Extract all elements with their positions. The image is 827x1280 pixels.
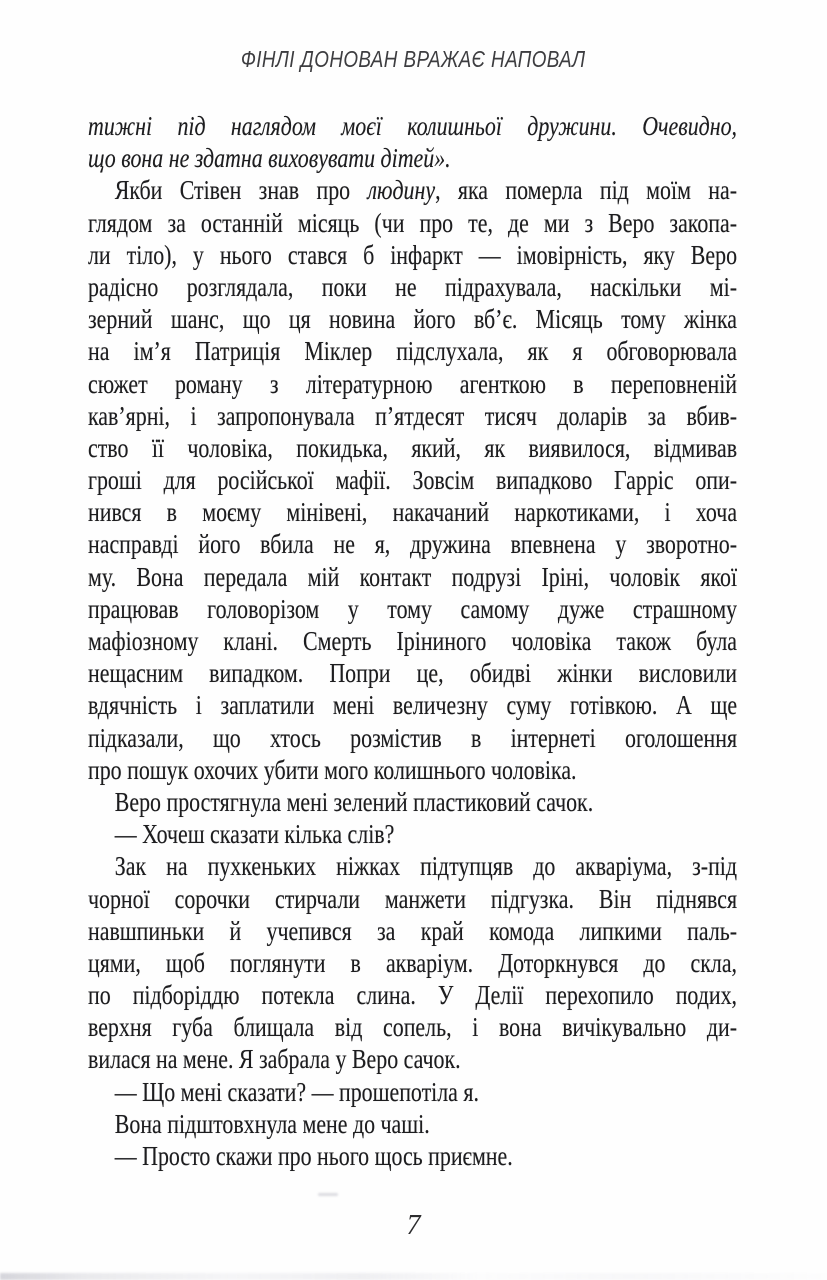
text-segment: Якби Стівен знав про bbox=[114, 175, 368, 206]
paragraph bbox=[88, 850, 737, 1075]
page-body bbox=[88, 110, 737, 1172]
text-line: вилася на мене. Я забрала у Веро сачок. bbox=[88, 1044, 461, 1075]
text-line: — Що мені сказати? — прошепотіла я. bbox=[114, 1076, 479, 1107]
scan-edge-artifact bbox=[0, 1273, 827, 1280]
text-line: — Хочеш сказати кілька слів? bbox=[114, 819, 395, 850]
text-line: глядом за останній місяць (чи про те, де ми з Веро закопа- bbox=[88, 207, 738, 238]
paragraph bbox=[88, 110, 737, 174]
running-header bbox=[0, 46, 827, 73]
text-segment: , яка померла під моїм на- bbox=[435, 175, 738, 206]
paragraph bbox=[88, 174, 737, 786]
text-line: насправді його вбила не я, дружина впевнена у зворотно- bbox=[88, 529, 738, 560]
text-line: працював головорізом у тому самому дуже страшному bbox=[88, 593, 738, 624]
text-line: чорної сорочки стирчали манжети підгузка. Він піднявся bbox=[88, 883, 738, 914]
text-line: на ім’я Патриція Міклер підслухала, як я обговорювала bbox=[88, 336, 738, 367]
text-line: про пошук охочих убити мого колишнього чоловіка. bbox=[88, 754, 577, 785]
text-line: Веро простягнула мені зелений пластиковий сачок. bbox=[114, 786, 594, 817]
text-line: сюжет роману з літературною агенткою в переповненій bbox=[88, 368, 738, 399]
running-header-text: ФІНЛІ ДОНОВАН ВРАЖАЄ НАПОВАЛ bbox=[241, 46, 586, 72]
paragraph bbox=[88, 1108, 737, 1140]
text-line: гроші для російської мафії. Зовсім випадково Гарріс опи- bbox=[88, 465, 738, 496]
text-line: му. Вона передала мій контакт подрузі Іріні, чоловік якої bbox=[88, 561, 738, 592]
text-line: нився в моєму мінівені, накачаний наркотиками, і хоча bbox=[88, 497, 738, 528]
text-line: зерний шанс, що ця новина його вб’є. Місяць тому жінка bbox=[88, 304, 738, 335]
text-line: ство її чоловіка, покидька, який, як виявилося, відмивав bbox=[88, 432, 738, 463]
text-line: верхня губа блищала від сопель, і вона вичікувально ди- bbox=[88, 1012, 738, 1043]
text-line: цями, щоб поглянути в акваріум. Доторкнувся до скла, bbox=[88, 947, 738, 978]
text-line: що вона не здатна виховувати дітей». bbox=[88, 143, 451, 174]
text-line: Вона підштовхнула мене до чаші. bbox=[114, 1108, 430, 1139]
text-line: мафіозному клані. Смерть Іріниного чоловіка також була bbox=[88, 626, 738, 656]
text-line: нещасним випадком. Попри це, обидві жінки висловили bbox=[88, 658, 738, 689]
emphasized-text: людину bbox=[367, 175, 436, 206]
text-line bbox=[88, 174, 737, 206]
text-line: кав’ярні, і запропонувала п’ятдесят тисяч доларів за вбив- bbox=[88, 400, 738, 431]
text-line: вдячність і заплатили мені величезну суму готівкою. А ще bbox=[88, 690, 738, 721]
paragraph bbox=[88, 786, 737, 818]
text-line: тижні під наглядом моєї колишньої дружини. Очевидно, bbox=[88, 111, 738, 141]
paragraph bbox=[88, 1076, 737, 1108]
page-number: 7 bbox=[406, 1210, 421, 1241]
text-line: по підборіддю потекла слина. У Делії перехопило подих, bbox=[88, 980, 738, 1011]
scan-smudge bbox=[318, 1193, 338, 1196]
text-line: ли тіло), у нього стався б інфаркт — імовірність, яку Веро bbox=[88, 239, 738, 270]
text-line: навшпиньки й учепився за край комода липкими паль- bbox=[88, 915, 738, 946]
text-line: Зак на пухкеньких ніжках підтупцяв до акваріума, з-під bbox=[114, 851, 738, 882]
text-line: підказали, що хтось розмістив в інтернеті оголошення bbox=[88, 722, 738, 753]
text-line: — Просто скажи про нього щось приємне. bbox=[114, 1141, 513, 1171]
text-line: радісно розглядала, поки не підрахувала, наскільки мі- bbox=[88, 271, 738, 302]
paragraph bbox=[88, 1140, 737, 1172]
paragraph bbox=[88, 818, 737, 850]
